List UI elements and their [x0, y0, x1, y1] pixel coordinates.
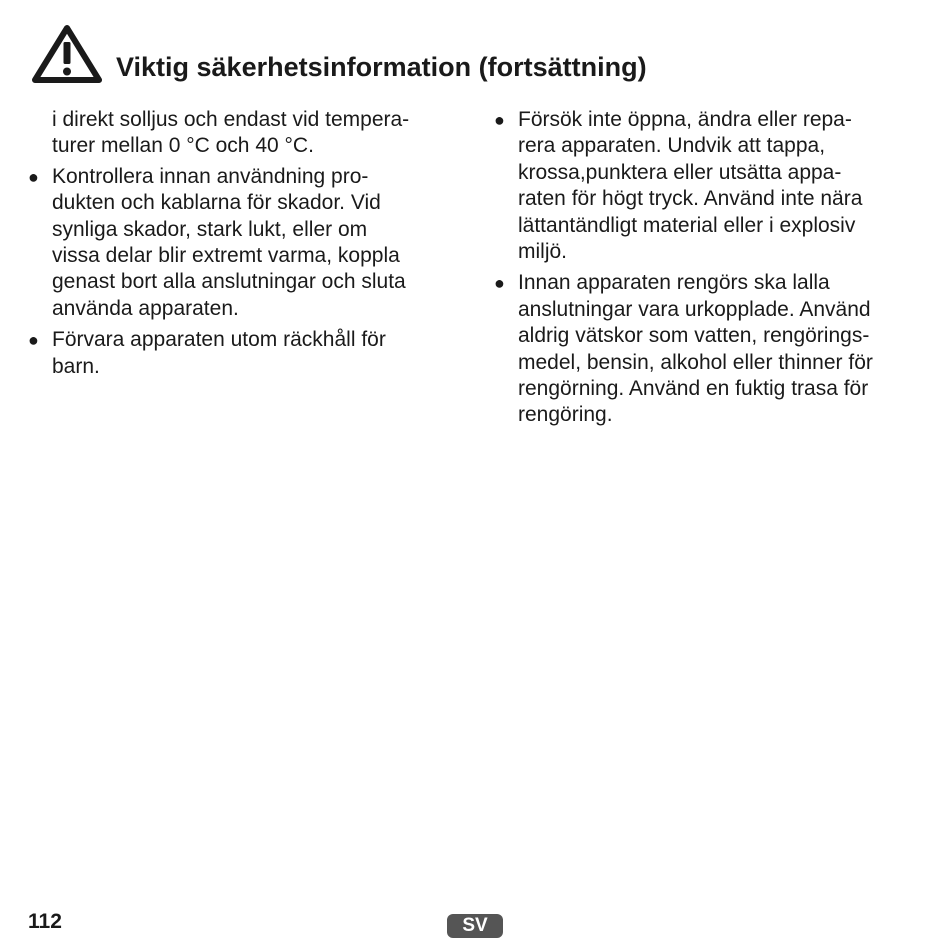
- page-title: Viktig säkerhetsinformation (fortsättning): [116, 52, 647, 82]
- warning-triangle-icon: [32, 24, 102, 84]
- bullet-icon: ●: [494, 110, 505, 130]
- list-item: [28, 327, 468, 380]
- list-item-text: Försök inte öppna, ändra eller repa- rera apparaten. Undvik att tappa, krossa,punktera eller utsätta appa- raten för högt tryck. Använd inte nära lättantändligt material eller i explosiv miljö.: [518, 108, 863, 264]
- list-item-text: Kontrollera innan användning pro- dukten och kablarna för skador. Vid synliga skador, stark lukt, eller om vissa delar blir extremt varma, koppla genast bort alla anslutningar och sluta använda apparaten.: [52, 164, 406, 320]
- page-number: 112: [28, 910, 62, 933]
- right-column: [494, 107, 934, 434]
- list-item-text: Innan apparaten rengörs ska lalla anslutningar vara urkopplade. Använd aldrig vätskor som vatten, rengörings- medel, bensin, alkohol eller thinner för rengörning. Använd en fuktig trasa för rengöring.: [518, 271, 873, 427]
- language-badge: SV: [447, 914, 503, 938]
- list-item: [494, 270, 934, 428]
- page-header: [32, 24, 647, 84]
- bullet-icon: ●: [494, 273, 505, 294]
- bullet-icon: ●: [28, 330, 39, 351]
- bullet-icon: ●: [28, 166, 39, 187]
- left-column: [28, 107, 468, 385]
- list-item: [494, 107, 934, 265]
- list-item: [28, 164, 468, 322]
- list-item-text: Förvara apparaten utom räckhåll för barn.: [52, 328, 386, 378]
- continuation-text: i direkt solljus och endast vid tempera- turer mellan 0 °C och 40 °C.: [52, 108, 410, 158]
